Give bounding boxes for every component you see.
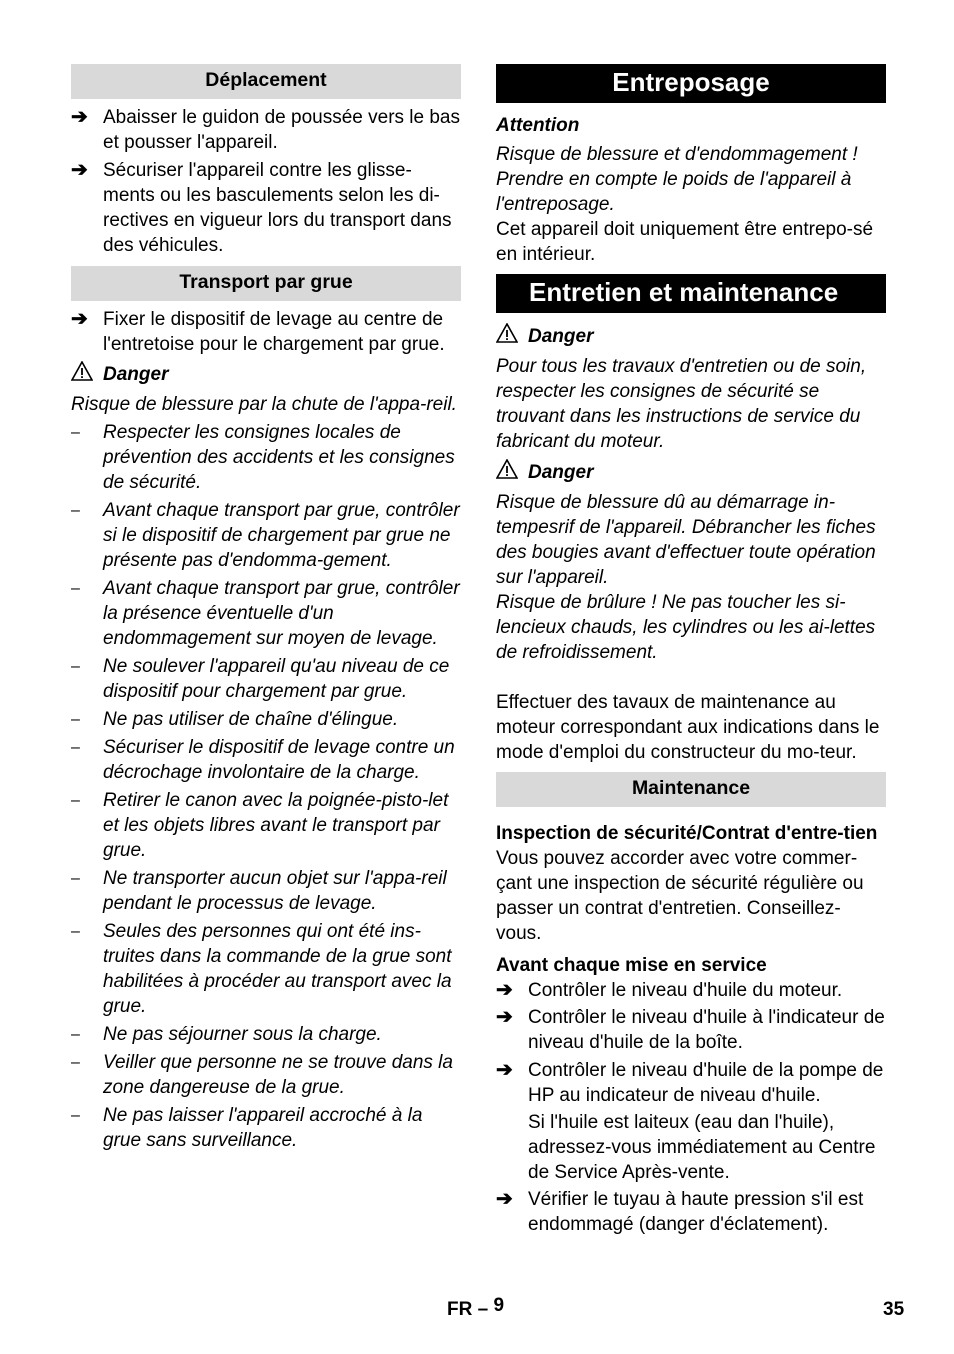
- dash-bullet: –: [71, 870, 80, 887]
- dash-bullet: –: [71, 1107, 80, 1124]
- dash-list-item-text: Ne pas utiliser de chaîne d'élingue.: [103, 709, 399, 730]
- left-column: [71, 64, 461, 1156]
- danger-heading: [496, 459, 886, 486]
- dash-list-item-text: Sécuriser le dispositif de levage contre un décrochage involontaire de la charge.: [103, 737, 455, 783]
- warning-triangle-icon: [496, 459, 518, 486]
- section-heading-deplacement: Déplacement: [71, 64, 461, 99]
- danger-heading: [71, 361, 461, 388]
- warning-triangle-icon: [71, 361, 93, 388]
- dash-bullet: –: [71, 658, 80, 675]
- dash-list-item: [71, 707, 461, 732]
- dash-list-item-text: Avant chaque transport par grue, contrôler la présence éventuelle d'un endommagement sur moyen de levage.: [103, 578, 460, 649]
- dash-list: [71, 420, 461, 1153]
- dash-bullet: –: [71, 739, 80, 756]
- section-heading-transport-grue: Transport par grue: [71, 266, 461, 301]
- section-heading-entretien: Entretien et maintenance: [496, 274, 886, 313]
- dash-bullet: –: [71, 1054, 80, 1071]
- dash-list-item: [71, 576, 461, 651]
- dash-list-item-text: Retirer le canon avec la poignée-pisto-let et les objets libres avant le transport par grue.: [103, 790, 449, 861]
- dash-list-item-text: Ne soulever l'appareil qu'au niveau de ce dispositif pour chargement par grue.: [103, 656, 450, 702]
- dash-bullet: –: [71, 1026, 80, 1043]
- footer-lang: FR: [447, 1299, 473, 1320]
- dash-list-item: [71, 788, 461, 863]
- dash-list-item: [71, 498, 461, 573]
- maintenance-intro: Effectuer des tavaux de maintenance au moteur correspondant aux indications dans le mode d'emploi du constructeur du mo-teur.: [496, 692, 880, 763]
- list-item: [71, 307, 461, 357]
- section-heading-entreposage: Entreposage: [496, 64, 886, 103]
- dash-list-item-text: Respecter les consignes locales de prévention des accidents et les consignes de sécurité.: [103, 422, 455, 493]
- dash-list-item-text: Ne pas séjourner sous la charge.: [103, 1024, 382, 1045]
- subheading-avant: Avant chaque mise en service: [496, 955, 767, 976]
- dash-bullet: –: [71, 711, 80, 728]
- dash-bullet: –: [71, 424, 80, 441]
- dash-list-item: [71, 1050, 461, 1100]
- danger-label: Danger: [103, 364, 169, 385]
- danger-text: Risque de blessure dû au démarrage in-tempesrif de l'appareil. Débrancher les fiches des bougies avant d'effectuer toute opération sur l'appareil.: [496, 492, 876, 588]
- list-item: [71, 158, 461, 258]
- dash-bullet: –: [71, 923, 80, 940]
- attention-label: Attention: [496, 115, 580, 136]
- attention-text: Risque de blessure et d'endommagement ! Prendre en compte le poids de l'appareil à l'entreposage.: [496, 144, 858, 215]
- warning-triangle-icon: [496, 323, 518, 350]
- list-item-text: Sécuriser l'appareil contre les glisse-ments ou les basculements selon les di-rectives en vigueur lors du transport dans des véhicules.: [103, 160, 452, 256]
- list-item-text: Contrôler le niveau d'huile de la pompe de HP au indicateur de niveau d'huile.: [528, 1060, 884, 1106]
- inspection-text: Vous pouvez accorder avec votre commer-çant une inspection de sécurité régulière ou passer un contrat d'entretien. Conseillez-vous.: [496, 848, 864, 944]
- dash-list-item: [71, 866, 461, 916]
- arrow-right-icon: ➔: [496, 1059, 513, 1081]
- danger-label: Danger: [528, 326, 594, 347]
- dash-list-item-text: Veiller que personne ne se trouve dans la zone dangereuse de la grue.: [103, 1052, 453, 1098]
- dash-list-item: [71, 735, 461, 785]
- arrow-right-icon: ➔: [496, 1188, 513, 1210]
- dash-list-item-text: Avant chaque transport par grue, contrôler si le dispositif de chargement par grue ne présente pas d'endomma-gement.: [103, 500, 460, 571]
- dash-bullet: –: [71, 502, 80, 519]
- danger-label: Danger: [528, 462, 594, 483]
- danger-heading: [496, 323, 886, 350]
- list-item: [496, 1058, 886, 1108]
- subheading-inspection: Inspection de sécurité/Contrat d'entre-tien: [496, 823, 878, 844]
- list-item: [496, 1005, 886, 1055]
- list-item: [496, 1187, 886, 1237]
- list-item: [496, 978, 886, 1003]
- section-heading-maintenance: Maintenance: [496, 772, 886, 807]
- page-number: 35: [883, 1299, 905, 1320]
- arrow-right-icon: ➔: [496, 979, 513, 1001]
- arrow-right-icon: ➔: [71, 106, 88, 128]
- footer-sep: –: [477, 1299, 489, 1320]
- dash-list-item: [71, 420, 461, 495]
- footer-section-page: 9: [493, 1295, 505, 1316]
- dash-list-item-text: Seules des personnes qui ont été ins-truites dans la commande de la grue sont habilitées à procéder au transport avec la grue.: [103, 921, 452, 1017]
- list-item-text: Fixer le dispositif de levage au centre de l'entretoise pour le chargement par grue.: [103, 309, 445, 355]
- danger-text: Pour tous les travaux d'entretien ou de soin, respecter les consignes de sécurité se trouvant dans les instructions de service du fabricant du moteur.: [496, 356, 867, 452]
- dash-bullet: –: [71, 580, 80, 597]
- note-text: Si l'huile est laiteux (eau dan l'huile), adressez-vous immédiatement au Centre de Service Après-vente.: [528, 1112, 876, 1183]
- list-item-text: Contrôler le niveau d'huile à l'indicateur de niveau d'huile de la boîte.: [528, 1007, 885, 1053]
- dash-bullet: –: [71, 792, 80, 809]
- list-item-text: Contrôler le niveau d'huile du moteur.: [528, 980, 843, 1001]
- dash-list-item: [71, 1022, 461, 1047]
- arrow-right-icon: ➔: [71, 308, 88, 330]
- dash-list-item: [71, 919, 461, 1019]
- footer-section: [447, 1297, 504, 1322]
- list-item: [71, 105, 461, 155]
- danger-text: Risque de blessure par la chute de l'appa-reil.: [71, 394, 457, 415]
- dash-list-item-text: Ne pas laisser l'appareil accroché à la grue sans surveillance.: [103, 1105, 423, 1151]
- list-item-text: Vérifier le tuyau à haute pression s'il est endommagé (danger d'éclatement).: [528, 1189, 864, 1235]
- dash-list-item-text: Ne transporter aucun objet sur l'appa-reil pendant le processus de levage.: [103, 868, 447, 914]
- list-item-text: Abaisser le guidon de poussée vers le bas et pousser l'appareil.: [103, 107, 461, 153]
- arrow-right-icon: ➔: [496, 1006, 513, 1028]
- right-column: [496, 64, 886, 1237]
- dash-list-item: [71, 1103, 461, 1153]
- arrow-right-icon: ➔: [71, 159, 88, 181]
- danger-text: Risque de brûlure ! Ne pas toucher les si-lencieux chauds, les cylindres ou les ai-lettes de refroidissement.: [496, 592, 876, 663]
- entreposage-text: Cet appareil doit uniquement être entrepo-sé en intérieur.: [496, 219, 874, 265]
- dash-list-item: [71, 654, 461, 704]
